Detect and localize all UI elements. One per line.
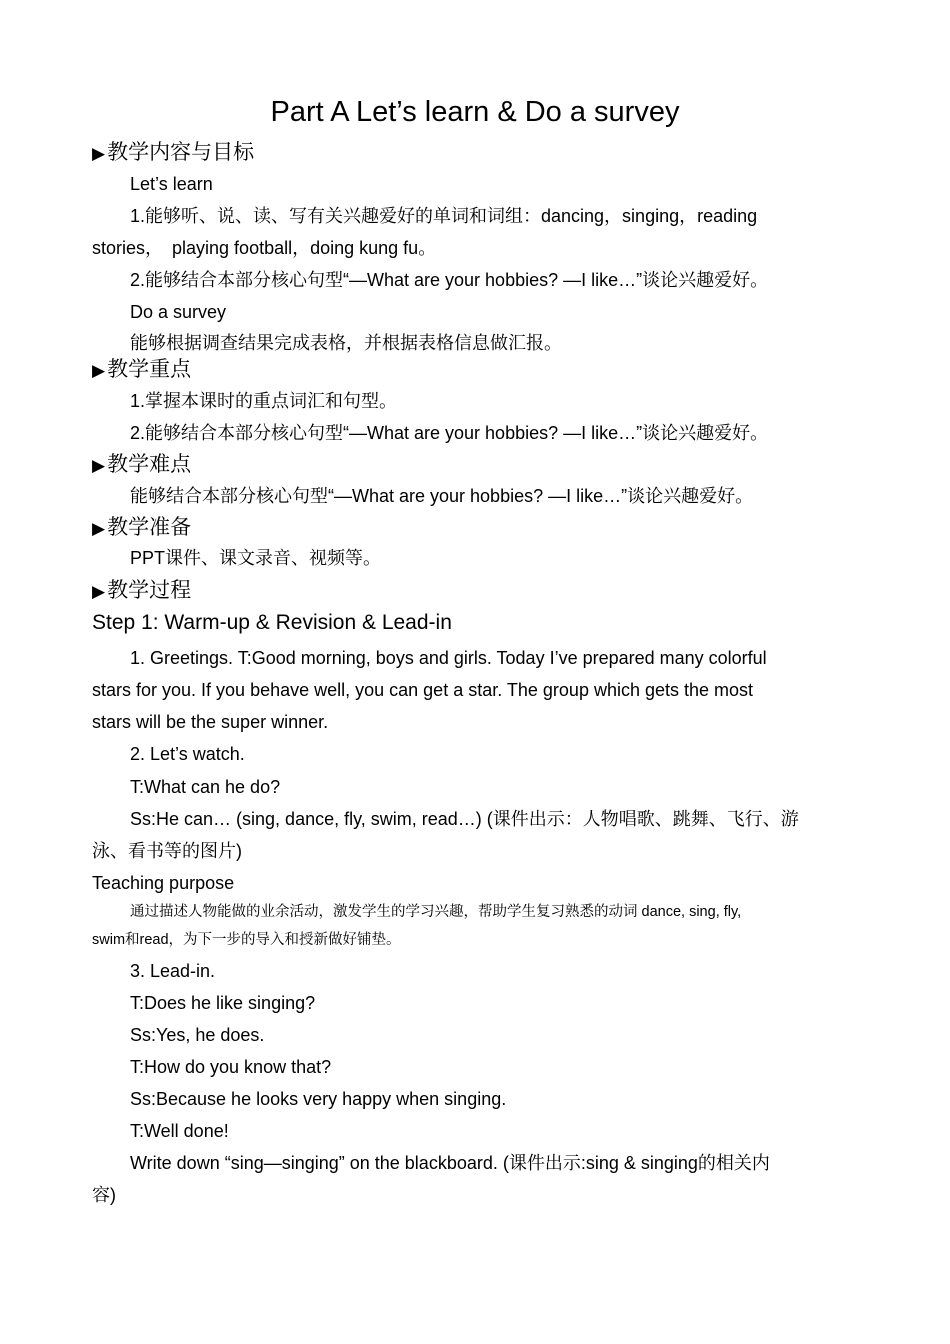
section-heading-process: ▶教学过程 xyxy=(92,579,192,602)
lead-in-line-5: T:Well done! xyxy=(130,1121,229,1141)
section-heading-difficulties: ▶教学难点 xyxy=(92,453,192,476)
lead-in-line-6-part-2: 容) xyxy=(92,1185,116,1205)
step-1-heading: Step 1: Warm-up & Revision & Lead-in xyxy=(92,611,452,634)
goal-item-1-line-2: stories， playing football，doing kung fu。 xyxy=(92,238,437,258)
section-heading-goals: ▶教学内容与目标 xyxy=(92,141,255,164)
key-point-1: 1.掌握本课时的重点词汇和句型。 xyxy=(130,391,398,411)
lead-in-line-4: Ss:Because he looks very happy when singing. xyxy=(130,1089,507,1109)
teaching-purpose-label: Teaching purpose xyxy=(92,873,235,893)
lead-in-line-6-part-1: Write down “sing—singing” on the blackboard. (课件出示:sing & singing的相关内 xyxy=(130,1153,770,1173)
bullet-triangle-icon: ▶ xyxy=(92,361,106,380)
bullet-triangle-icon: ▶ xyxy=(92,519,106,538)
subheading-do-survey: Do a survey xyxy=(130,302,227,322)
lets-watch: 2. Let’s watch. xyxy=(130,744,245,764)
watch-students-line-2: 泳、看书等的图片) xyxy=(92,841,242,861)
greetings-line-1: 1. Greetings. T:Good morning, boys and girls. Today I’ve prepared many colorful xyxy=(130,648,767,668)
lead-in: 3. Lead-in. xyxy=(130,961,216,981)
teaching-purpose-line-2: swim和read，为下一步的导入和授新做好铺垫。 xyxy=(92,932,401,948)
lead-in-line-1: T:Does he like singing? xyxy=(130,993,316,1013)
bullet-triangle-icon: ▶ xyxy=(92,582,106,601)
preparation-text: PPT课件、课文录音、视频等。 xyxy=(130,548,382,568)
greetings-line-3: stars will be the super winner. xyxy=(92,712,329,732)
survey-text: 能够根据调查结果完成表格，并根据表格信息做汇报。 xyxy=(130,333,562,353)
section-heading-preparation: ▶教学准备 xyxy=(92,516,192,539)
teaching-purpose-line-1: 通过描述人物能做的业余活动，激发学生的学习兴趣，帮助学生复习熟悉的动词 dance, sing, fly, xyxy=(130,904,742,920)
goal-item-1-line-1: 1.能够听、说、读、写有关兴趣爱好的单词和词组：dancing，singing，reading xyxy=(130,206,758,226)
difficulty-text: 能够结合本部分核心句型“—What are your hobbies? —I like…”谈论兴趣爱好。 xyxy=(130,486,754,506)
key-point-2: 2.能够结合本部分核心句型“—What are your hobbies? —I like…”谈论兴趣爱好。 xyxy=(130,423,769,443)
lead-in-line-3: T:How do you know that? xyxy=(130,1057,332,1077)
bullet-triangle-icon: ▶ xyxy=(92,144,106,163)
page-title: Part A Let’s learn & Do a survey xyxy=(270,96,680,128)
bullet-triangle-icon: ▶ xyxy=(92,456,106,475)
lead-in-line-2: Ss:Yes, he does. xyxy=(130,1025,265,1045)
watch-teacher-line: T:What can he do? xyxy=(130,777,281,797)
watch-students-line-1: Ss:He can… (sing, dance, fly, swim, read…) (课件出示：人物唱歌、跳舞、飞行、游 xyxy=(130,809,799,829)
greetings-line-2: stars for you. If you behave well, you can get a star. The group which gets the most xyxy=(92,680,754,700)
section-heading-key-points: ▶教学重点 xyxy=(92,358,192,381)
goal-item-2: 2.能够结合本部分核心句型“—What are your hobbies? —I like…”谈论兴趣爱好。 xyxy=(130,270,769,290)
subheading-lets-learn: Let’s learn xyxy=(130,174,213,194)
